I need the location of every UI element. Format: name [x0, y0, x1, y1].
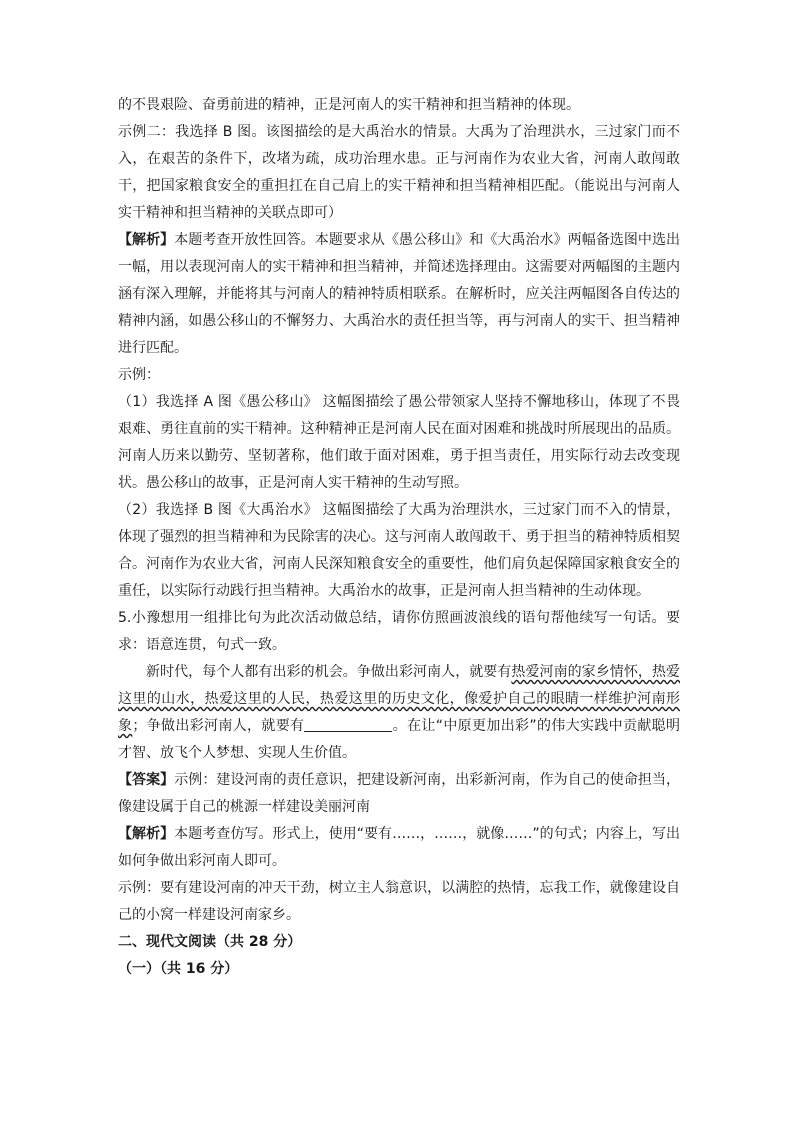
wavy-underlined-text: 热爱河南的家乡情怀，热爱这里的山水，热爱这里的人民，热爱这里的历史文化，像爱护自己的眼睛一样维护河南形象 [118, 664, 681, 734]
paragraph-analysis-2 [118, 821, 680, 875]
paragraph-example-final: 示例：要有建设河南的冲天干劲，树立主人翁意识，以满腔的热情，忘我工作，就像建设自己的小窝一样建设河南家乡。 [118, 880, 680, 923]
question-5-passage [118, 659, 680, 767]
passage-end: 。在让“中原更加出彩”的伟大实践中贡献聪明才智、放飞个人梦想、实现人生价值。 [118, 718, 681, 761]
passage-lead: 新时代，每个人都有出彩的机会。争做出彩河南人，就要有 [146, 664, 512, 680]
paragraph-example-label: 示例： [118, 367, 160, 383]
paragraph-example-a: （1）我选择 A 图《愚公移山》 这幅图描绘了愚公带领家人坚持不懈地移山，体现了不畏艰难、勇往直前的实干精神。这种精神正是河南人民在面对困难和挑战时所展现出的品质。河南人历来以勤劳、坚韧著称，他们敢于面对困难，勇于担当责任，用实际行动去改变现状。愚公移山的故事，正是河南人实干精神的生动写照。 [118, 394, 680, 491]
subsection-heading: （一）（共 16 分） [118, 961, 239, 977]
paragraph-analysis-1 [118, 227, 680, 362]
question-5: 5.小豫想用一组排比句为此次活动做总结，请你仿照画波浪线的语句帮他续写一句话。要求：语意连贯，句式一致。 [118, 610, 680, 653]
analysis-text: 本题考查开放性回答。本题要求从《愚公移山》和《大禹治水》两幅备选图中选出一幅，用以表现河南人的实干精神和担当精神，并简述选择理由。这需要对两幅图的主题内涵有深入理解，并能将其与河南人的精神特质相联系。在解析时，应关注两幅图各自传达的精神内涵，如愚公移山的不懈努力、大禹治水的责任担当等，再与河南人的实干、担当精神进行匹配。 [118, 232, 681, 356]
analysis-tag: 【解析】 [118, 232, 175, 248]
paragraph-answer [118, 767, 680, 821]
answer-blank [304, 717, 392, 732]
analysis-text-2: 本题考查仿写。形式上，使用“要有……，……，就像……”的句式；内容上，写出如何争做出彩河南人即可。 [118, 826, 680, 869]
section-heading: 二、现代文阅读（共 28 分） [118, 934, 302, 950]
passage-mid: ；争做出彩河南人，就要有 [132, 718, 305, 734]
answer-text: 示例：建设河南的责任意识，把建设新河南，出彩新河南，作为自己的使命担当，像建设属于自己的桃源一样建设美丽河南 [118, 772, 681, 815]
paragraph-1: 的不畏艰险、奋勇前进的精神，正是河南人的实干精神和担当精神的体现。 [118, 97, 580, 113]
analysis-tag-2: 【解析】 [118, 826, 175, 842]
document-page [118, 92, 680, 983]
answer-tag: 【答案】 [118, 772, 175, 788]
paragraph-example-2: 示例二：我选择 B 图。该图描绘的是大禹治水的情景。大禹为了治理洪水，三过家门而不入，在艰苦的条件下，改堵为疏，成功治理水患。正与河南作为农业大省，河南人敢闯敢干，把国家粮食安全的重担扛在自己肩上的实干精神和担当精神相匹配。（能说出与河南人实干精神和担当精神的关联点即可） [118, 124, 680, 221]
paragraph-example-b: （2）我选择 B 图《大禹治水》 这幅图描绘了大禹为治理洪水，三过家门而不入的情景，体现了强烈的担当精神和为民除害的决心。这与河南人敢闯敢干、勇于担当的精神特质相契合。河南作为农业大省，河南人民深知粮食安全的重要性，他们肩负起保障国家粮食安全的重任，以实际行动践行担当精神。大禹治水的故事，正是河南人担当精神的生动体现。 [118, 502, 680, 599]
